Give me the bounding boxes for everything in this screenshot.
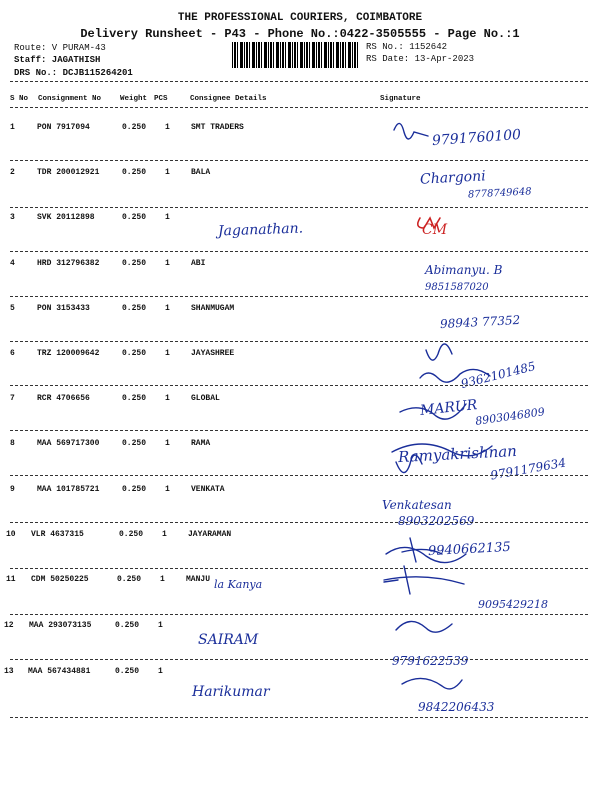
row-signature-phone: 9851587020 bbox=[425, 282, 489, 293]
col-header-sno: S No bbox=[10, 95, 29, 103]
row-consignee-handwritten: la Kanya bbox=[214, 578, 263, 591]
row-pcs: 1 bbox=[165, 304, 170, 313]
barcode bbox=[232, 42, 358, 68]
row-signature: 9791622539 bbox=[392, 654, 469, 668]
row-weight: 0.250 bbox=[122, 213, 147, 222]
row-weight: 0.250 bbox=[119, 530, 144, 539]
row-sno: 1 bbox=[10, 123, 15, 132]
row-consignment: MAA 567434881 bbox=[28, 667, 91, 676]
row-sno: 10 bbox=[6, 530, 16, 539]
row-signature-phone: 9791179634 bbox=[489, 455, 567, 483]
row-weight: 0.250 bbox=[122, 439, 147, 448]
row-pcs: 1 bbox=[165, 485, 170, 494]
row-divider bbox=[10, 717, 588, 718]
row-weight: 0.250 bbox=[115, 621, 140, 630]
row-pcs: 1 bbox=[165, 168, 170, 177]
row-signature: 9940662135 bbox=[427, 539, 512, 560]
row-consignee: SHANMUGAM bbox=[191, 304, 235, 313]
row-pcs: 1 bbox=[165, 259, 170, 268]
row-consignee: JAYARAMAN bbox=[188, 530, 232, 539]
row-consignment: CDM 50250225 bbox=[31, 575, 89, 584]
row-consignment: HRD 312796382 bbox=[37, 259, 100, 268]
row-consignee-handwritten: Harikumar bbox=[192, 684, 270, 700]
row-sno: 5 bbox=[10, 304, 15, 313]
row-sno: 11 bbox=[6, 575, 16, 584]
row-consignment: MAA 569717300 bbox=[37, 439, 100, 448]
row-pcs: 1 bbox=[165, 439, 170, 448]
row-sno: 3 bbox=[10, 213, 15, 222]
row-consignee: RAMA bbox=[191, 439, 211, 448]
row-consignee-handwritten: Jaganathan. bbox=[217, 220, 304, 240]
row-signature-phone: 8778749648 bbox=[467, 186, 532, 201]
row-consignee: BALA bbox=[191, 168, 211, 177]
row-pcs: 1 bbox=[158, 667, 163, 676]
row-consignment: RCR 4706656 bbox=[37, 394, 90, 403]
company-title: THE PROFESSIONAL COURIERS, COIMBATORE bbox=[177, 12, 423, 24]
row-pcs: 1 bbox=[160, 575, 165, 584]
row-signature: 9095429218 bbox=[478, 598, 548, 611]
row-consignment: TDR 200012921 bbox=[37, 168, 100, 177]
col-header-consignee: Consignee Details bbox=[190, 95, 267, 103]
row-consignment: PON 7917094 bbox=[37, 123, 90, 132]
col-header-consignment: Consignment No bbox=[38, 95, 102, 103]
row-consignee: VENKATA bbox=[191, 485, 225, 494]
row-weight: 0.250 bbox=[122, 394, 147, 403]
row-pcs: 1 bbox=[158, 621, 163, 630]
row-pcs: 1 bbox=[165, 213, 170, 222]
signature-scribbles bbox=[380, 110, 580, 710]
row-signature: 9791760100 bbox=[431, 126, 522, 150]
row-pcs: 1 bbox=[162, 530, 167, 539]
header-top-rule bbox=[10, 81, 588, 82]
row-signature: Chargoni bbox=[419, 168, 487, 188]
runsheet-title: Delivery Runsheet - P43 - Phone No.:0422-3505555 - Page No.:1 bbox=[80, 27, 520, 41]
row-signature-phone: 8903202569 bbox=[398, 514, 475, 528]
row-consignment: SVK 20112898 bbox=[37, 213, 95, 222]
row-weight: 0.250 bbox=[122, 168, 147, 177]
row-consignment: PON 3153433 bbox=[37, 304, 90, 313]
row-consignee: SMT TRADERS bbox=[191, 123, 244, 132]
row-consignee: MANJU bbox=[186, 575, 211, 584]
row-signature: Abimanyu. B bbox=[425, 263, 503, 277]
row-sno: 4 bbox=[10, 259, 15, 268]
row-pcs: 1 bbox=[165, 394, 170, 403]
route-label: Route: V PURAM-43 bbox=[14, 43, 106, 53]
row-weight: 0.250 bbox=[122, 485, 147, 494]
row-sno: 9 bbox=[10, 485, 15, 494]
row-consignee: ABI bbox=[191, 259, 206, 268]
row-consignment: TRZ 120009642 bbox=[37, 349, 100, 358]
row-sno: 6 bbox=[10, 349, 15, 358]
row-signature: 98943 77352 bbox=[439, 312, 521, 332]
row-consignee: JAYASHREE bbox=[191, 349, 235, 358]
row-weight: 0.250 bbox=[117, 575, 142, 584]
row-consignment: MAA 293073135 bbox=[29, 621, 92, 630]
row-signature: MARUR bbox=[419, 397, 479, 419]
row-sno: 8 bbox=[10, 439, 15, 448]
row-sno: 2 bbox=[10, 168, 15, 177]
row-consignee: GLOBAL bbox=[191, 394, 220, 403]
row-signature: Ramyakrishnan bbox=[397, 441, 518, 467]
rs-number: RS No.: 1152642 bbox=[366, 42, 448, 52]
row-signature: 9362101485 bbox=[459, 358, 537, 392]
staff-label: Staff: JAGATHISH bbox=[14, 55, 101, 65]
row-signature: 9842206433 bbox=[418, 700, 495, 714]
row-weight: 0.250 bbox=[122, 304, 147, 313]
col-header-pcs: PCS bbox=[154, 95, 168, 103]
row-sno: 7 bbox=[10, 394, 15, 403]
drs-label: DRS No.: DCJB115264201 bbox=[14, 68, 133, 78]
row-consignee-handwritten: SAIRAM bbox=[198, 632, 259, 648]
col-header-weight: Weight bbox=[120, 95, 148, 103]
row-signature: Venkatesan bbox=[382, 498, 452, 512]
row-weight: 0.250 bbox=[122, 349, 147, 358]
rs-date: RS Date: 13-Apr-2023 bbox=[366, 54, 475, 64]
row-sno: 13 bbox=[4, 667, 14, 676]
header-bottom-rule bbox=[10, 107, 588, 108]
col-header-signature: Signature bbox=[380, 95, 421, 103]
row-weight: 0.250 bbox=[122, 123, 147, 132]
row-consignment: MAA 101785721 bbox=[37, 485, 100, 494]
row-sno: 12 bbox=[4, 621, 14, 630]
row-pcs: 1 bbox=[165, 123, 170, 132]
row-pcs: 1 bbox=[165, 349, 170, 358]
row-consignment: VLR 4637315 bbox=[31, 530, 84, 539]
row-signature: CM bbox=[422, 222, 448, 238]
row-weight: 0.250 bbox=[122, 259, 147, 268]
row-signature-phone: 8903046809 bbox=[474, 405, 546, 428]
row-weight: 0.250 bbox=[115, 667, 140, 676]
